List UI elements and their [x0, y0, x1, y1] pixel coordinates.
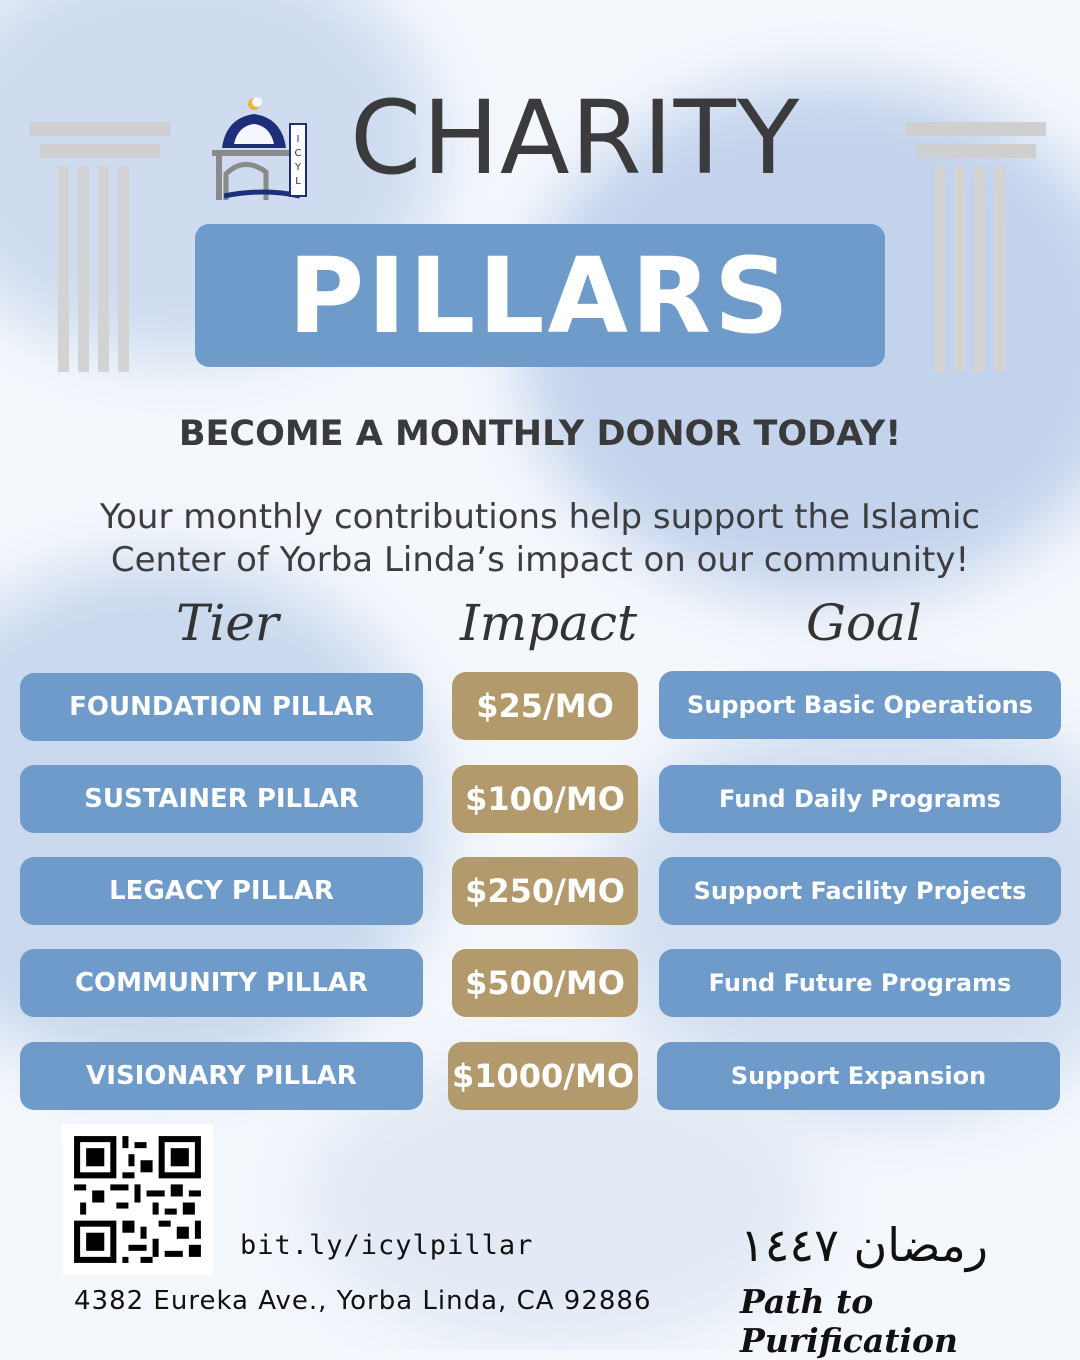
- goal-label: Support Basic Operations: [659, 671, 1061, 739]
- svg-text:L: L: [295, 176, 301, 187]
- impact-amount: $250/MO: [452, 857, 638, 925]
- impact-amount: $500/MO: [452, 949, 638, 1017]
- tier-label: SUSTAINER PILLAR: [20, 765, 423, 833]
- left-pillar-decoration: [30, 122, 170, 372]
- subtitle: [40, 496, 1040, 582]
- goal-label: Fund Future Programs: [659, 949, 1061, 1017]
- impact-amount: $1000/MO: [448, 1042, 638, 1110]
- column-header-impact: Impact: [460, 594, 638, 652]
- svg-text:I: I: [296, 134, 300, 145]
- svg-text:C: C: [294, 148, 302, 159]
- title-pillars: PILLARS: [288, 234, 792, 357]
- subtitle-line-2: Center of Yorba Linda’s impact on our community!: [110, 540, 970, 580]
- title-pillars-banner: [195, 224, 885, 367]
- title-charity: CHARITY: [350, 79, 801, 198]
- goal-label: Support Facility Projects: [659, 857, 1061, 925]
- tier-label: VISIONARY PILLAR: [20, 1042, 423, 1110]
- tier-label: FOUNDATION PILLAR: [20, 673, 423, 741]
- subtitle-line-1: Your monthly contributions help support the Islamic: [99, 497, 981, 537]
- headline: BECOME A MONTHLY DONOR TODAY!: [178, 414, 902, 454]
- tagline: Path to Purification: [740, 1282, 958, 1360]
- column-header-goal: Goal: [806, 594, 922, 652]
- address: 4382 Eureka Ave., Yorba Linda, CA 92886: [74, 1286, 652, 1316]
- qr-code-icon: [62, 1124, 213, 1275]
- impact-amount: $25/MO: [452, 672, 638, 740]
- tier-label: COMMUNITY PILLAR: [20, 949, 423, 1017]
- tier-label: LEGACY PILLAR: [20, 857, 423, 925]
- goal-label: Fund Daily Programs: [659, 765, 1061, 833]
- qr-code[interactable]: [62, 1124, 213, 1275]
- svg-text:Y: Y: [294, 162, 302, 173]
- ramadan-arabic: رمضان ١٤٤٧: [740, 1218, 988, 1272]
- mosque-logo-icon: [204, 96, 316, 206]
- donation-link[interactable]: bit.ly/icylpillar: [240, 1230, 534, 1261]
- column-header-tier: Tier: [176, 594, 279, 652]
- goal-label: Support Expansion: [657, 1042, 1060, 1110]
- impact-amount: $100/MO: [452, 765, 638, 833]
- right-pillar-decoration: [906, 122, 1046, 372]
